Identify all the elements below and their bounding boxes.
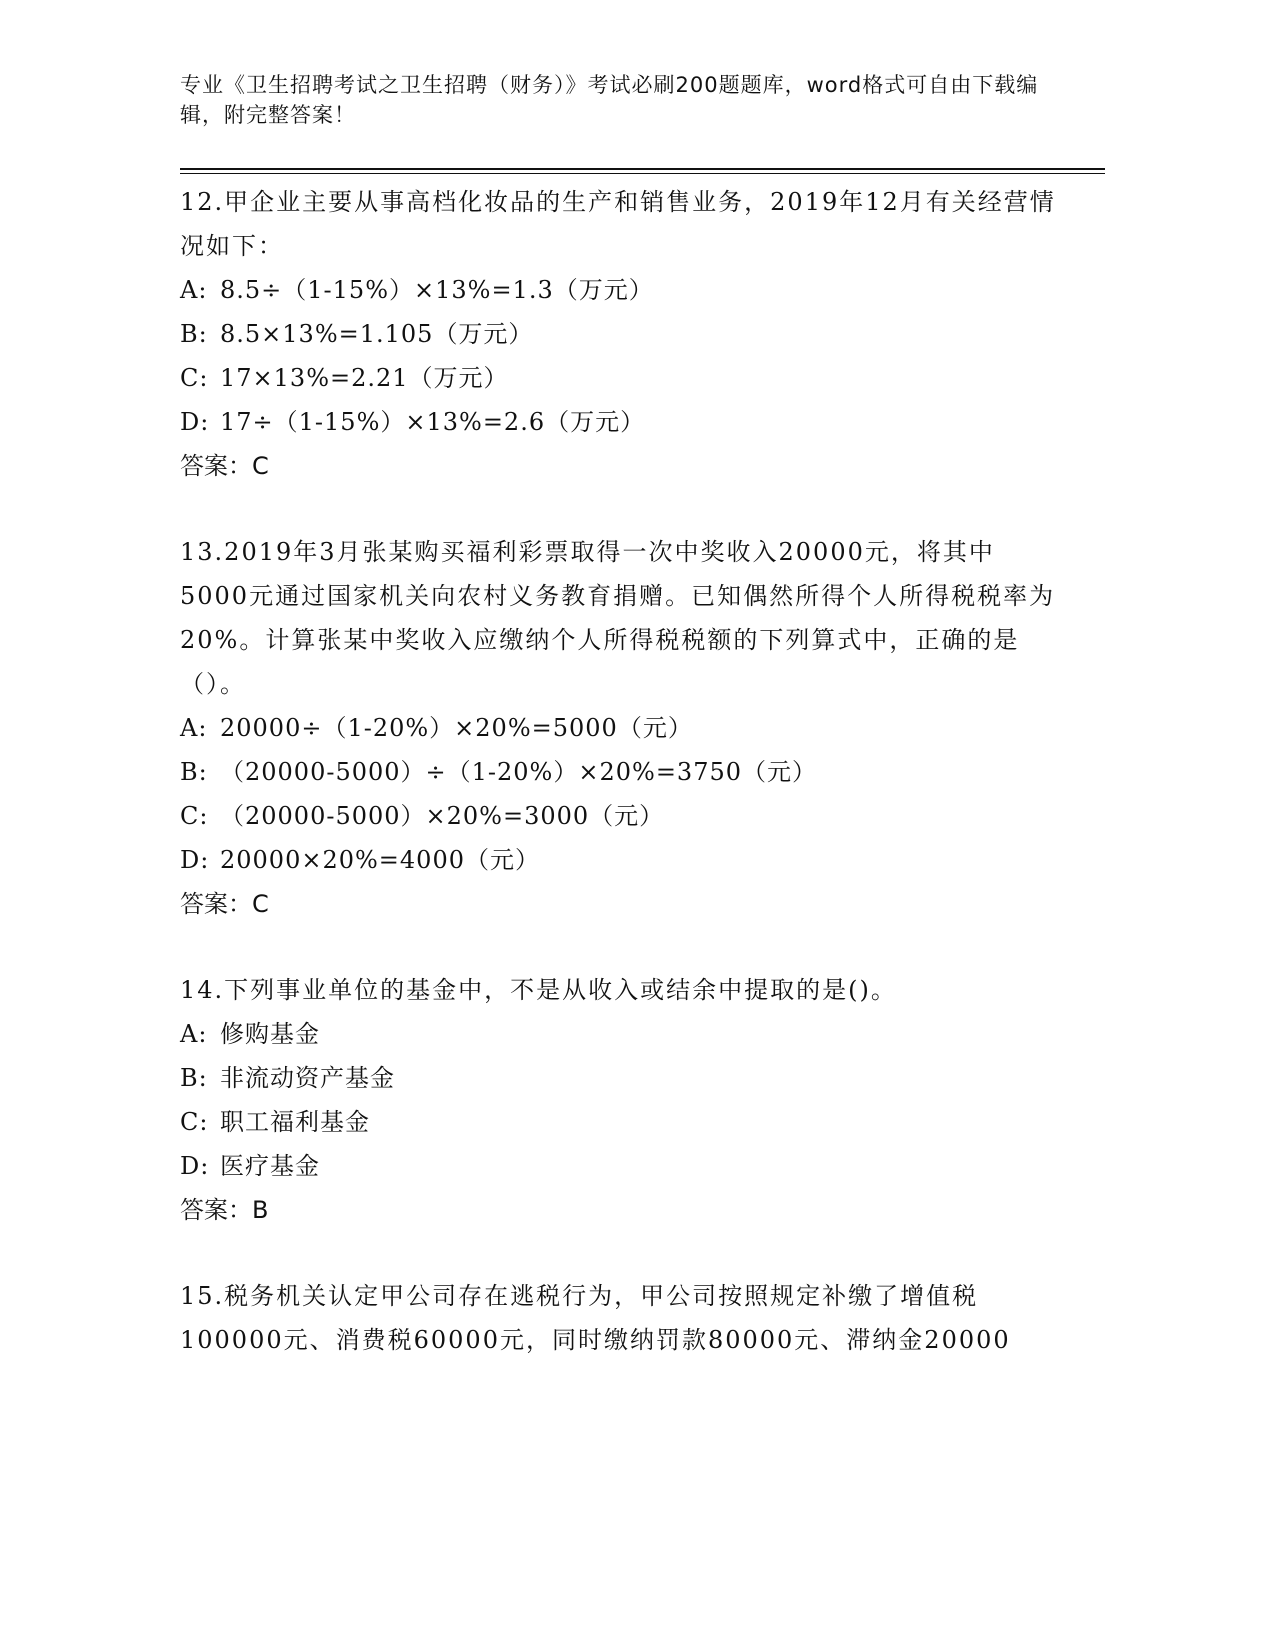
option-d xyxy=(180,400,1060,444)
option-c xyxy=(180,356,1060,400)
option-text: 8.5×13%=1.105（万元） xyxy=(220,320,534,348)
question-15 xyxy=(180,1274,1060,1362)
document-header: 专业《卫生招聘考试之卫生招聘（财务）》考试必刷200题题库，word格式可自由下载编辑，附完整答案！ xyxy=(180,73,1039,127)
question-stem: 15.税务机关认定甲公司存在逃税行为，甲公司按照规定补缴了增值税100000元、消费税60000元，同时缴纳罚款80000元、滞纳金20000 xyxy=(180,1282,1011,1354)
option-text: 20000×20%=4000（元） xyxy=(220,846,540,874)
header-rule-thick xyxy=(180,168,1105,170)
option-key: B: xyxy=(180,320,208,348)
question-stem: 12.甲企业主要从事高档化妆品的生产和销售业务，2019年12月有关经营情况如下： xyxy=(180,188,1056,260)
option-a xyxy=(180,268,1060,312)
option-c xyxy=(180,794,1060,838)
option-c xyxy=(180,1100,1060,1144)
header-rule-thin xyxy=(180,173,1105,174)
option-key: D: xyxy=(180,1152,210,1180)
option-text: 非流动资产基金 xyxy=(220,1064,395,1092)
option-a xyxy=(180,706,1060,750)
option-key: A: xyxy=(180,276,208,304)
option-key: B: xyxy=(180,1064,208,1092)
option-a xyxy=(180,1012,1060,1056)
answer-line: 答案：B xyxy=(180,1196,269,1224)
question-stem: 13.2019年3月张某购买福利彩票取得一次中奖收入20000元，将其中5000元通过国家机关向农村义务教育捐赠。已知偶然所得个人所得税税率为20%。计算张某中奖收入应缴纳个人所得税税额的下列算式中，正确的是（）。 xyxy=(180,538,1056,698)
option-key: D: xyxy=(180,846,210,874)
option-text: 职工福利基金 xyxy=(220,1108,370,1136)
option-key: C: xyxy=(180,802,209,830)
option-d xyxy=(180,838,1060,882)
option-d xyxy=(180,1144,1060,1188)
question-12 xyxy=(180,180,1060,488)
option-b xyxy=(180,1056,1060,1100)
option-text: 医疗基金 xyxy=(220,1152,320,1180)
option-text: 20000÷（1-20%）×20%=5000（元） xyxy=(220,714,693,742)
option-text: 17÷（1-15%）×13%=2.6（万元） xyxy=(220,408,646,436)
question-13 xyxy=(180,530,1060,926)
question-14 xyxy=(180,968,1060,1232)
option-text: 17×13%=2.21（万元） xyxy=(220,364,509,392)
option-b xyxy=(180,750,1060,794)
option-key: B: xyxy=(180,758,208,786)
option-key: D: xyxy=(180,408,210,436)
answer-line: 答案：C xyxy=(180,890,269,918)
option-key: A: xyxy=(180,714,208,742)
option-text: （20000-5000）÷（1-20%）×20%=3750（元） xyxy=(220,758,818,786)
answer-line: 答案：C xyxy=(180,452,269,480)
option-key: C: xyxy=(180,364,209,392)
option-key: A: xyxy=(180,1020,208,1048)
option-b xyxy=(180,312,1060,356)
option-text: （20000-5000）×20%=3000（元） xyxy=(220,802,665,830)
option-text: 8.5÷（1-15%）×13%=1.3（万元） xyxy=(220,276,654,304)
question-list xyxy=(180,180,1060,1404)
option-text: 修购基金 xyxy=(220,1020,320,1048)
option-key: C: xyxy=(180,1108,209,1136)
question-stem: 14.下列事业单位的基金中，不是从收入或结余中提取的是()。 xyxy=(180,976,897,1004)
